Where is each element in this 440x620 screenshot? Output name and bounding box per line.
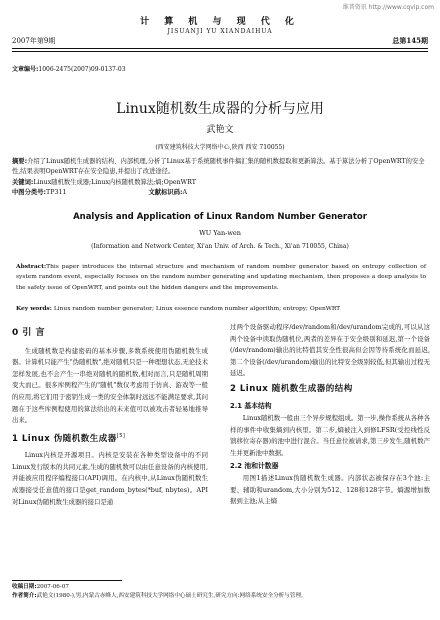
- journal-name-pinyin: JISUANJI YU XIANDAIHUA: [167, 28, 273, 35]
- section-2-2-paragraph: 用图1描述Linux伪随机数生成器。内部状态被保存在3个池:主要、辅助和urandom,大小分别为512、128和128字节。熵源增加数据到主池;从主熵: [230, 474, 430, 506]
- subsection-heading-2-1: 2.1 基本结构: [230, 401, 272, 410]
- section-2-1-paragraph: Linux随机数一般由三个异步规程组成。第一步,操作系统从各种各样的事件中收集熵到内核里。第二步,熵被注入到修LFSR(受控线性反馈移位寄存器)的池中进行混合。当任意位被请求,第三步发生,随机数产生并更新池中数据。: [230, 414, 430, 457]
- bio-label: 作者简介:: [12, 593, 37, 599]
- site-watermark-note: 维普资讯 http://www.cqvip.com: [342, 4, 434, 11]
- issue-number: 2007年第9期: [12, 37, 56, 45]
- doc-code-value: A: [182, 189, 188, 196]
- journal-name: [12, 14, 428, 35]
- abstract-en-text: This paper introduces the internal structure and mechanism of random number generator based on entropy collection of system random event, especially focuses on the random number generating and updating mechanism, then proposes a deep analysis to the safety issue of OpenWRT, and points out the hidden dangers and the improvements.: [16, 264, 426, 291]
- keywords-en: [16, 304, 426, 314]
- section-heading-intro: 0 引 言: [12, 328, 46, 338]
- section-heading-1: [12, 431, 208, 445]
- paper-title-en: Analysis and Application of Linux Random Number Generator: [73, 212, 367, 222]
- article-number-label: 文章编号:: [12, 66, 39, 73]
- classification-line: [12, 188, 428, 198]
- journal-name-cn: 计 算 机 与 现 代 化: [140, 17, 300, 27]
- abstract-cn-text: 介绍了Linux随机生成器的结构、内部机理,分析了Linux基于系统随机事件搞汇集的随机数提取和更新算法。基于算法分析了OpenWRT的安全性,结果表明OpenWRT存在安全隐患,并提出了改进途径。: [12, 158, 425, 175]
- keywords-cn: [12, 178, 428, 188]
- keywords-en-text: Linux random number generator; Linux essence random number algorithm; entropy; OpenWRT: [53, 306, 341, 312]
- header-rule: [12, 48, 428, 49]
- abstract-cn: [12, 157, 428, 177]
- article-number: [12, 64, 126, 73]
- received-label: 收稿日期:: [12, 584, 37, 590]
- author-cn: 武艳文: [206, 125, 234, 135]
- header-rule-thin: [12, 51, 428, 52]
- paper-title-cn: Linux随机数生成器的分析与应用: [116, 101, 324, 117]
- doc-code-label: 文献标识码:: [148, 189, 183, 196]
- keywords-cn-text: Linux随机数生成器;Linux内核随机数算法;熵;OpenWRT: [33, 179, 196, 186]
- footnote-rule: [12, 580, 122, 581]
- bio-text: 武艳文(1980-),男,内蒙古赤峰人,西安建筑科技大学网络中心硕士研究生,研究方向:网络系统安全分析与管理。: [36, 593, 307, 599]
- clc-value: TP311: [46, 189, 67, 196]
- section-1-paragraph: Linux内核是开源项目。内核是安装在各种类型设备中的不同Linux发行版本的共同元素,生成的随机数可以由任意设备的内核使用,并能被应用程序编程接口(API)调用。在内核中,从Linux伪随机数生成器接受任意值的接口是get_random_bytes(*buf, nbytes)。API对Linux伪随机数生成器的接口是通: [12, 451, 208, 506]
- affiliation-en: (Information and Network Center, Xi'an Univ. of Arch. & Tech., Xi'an 710055, China): [91, 243, 349, 250]
- received-value: 2007-06-07: [36, 584, 69, 590]
- keywords-en-label: Key words:: [16, 305, 52, 312]
- article-number-value: 1006-2475(2007)09-0137-03: [38, 66, 126, 73]
- journal-header: [12, 14, 428, 54]
- received-date: [12, 583, 428, 592]
- intro-paragraph: 生成随机数是构建密码的基本步骤,多数系统使用伪随机数生成器。计算机只能产生"伪随机数",绝对随机只是一种理想状态,无论技术怎样发展,也不会产生一串绝对随机的随机数,相对而言,只是随机周期变大而已。很多库例程产生的"随机"数仅考虑用于仿真、游戏等一般的应用,将它们用于密钥生成一类的安全体制时远远不能满足要求,其问题在于这些库例程使用的算法给出的未来值可以被攻击者轻易地推导出来。: [12, 346, 208, 425]
- section-heading-1-text: 1 Linux 伪随机数生成器: [12, 433, 117, 444]
- author-en: WU Yan-wen: [199, 229, 241, 237]
- clc-label: 中图分类号:: [12, 189, 47, 196]
- subsection-heading-2-2: 2.2 池和计数器: [230, 461, 279, 470]
- affiliation-cn: (西安建筑科技大学网络中心,陕西 西安 710055): [155, 144, 285, 151]
- keywords-cn-label: 关键词:: [12, 179, 34, 186]
- section-heading-2: 2 Linux 随机数生成器的结构: [230, 383, 353, 394]
- total-issue: 总第145期: [392, 36, 428, 45]
- footnote: [12, 580, 428, 601]
- abstract-en: [16, 262, 426, 293]
- reference-mark: [5]: [116, 432, 126, 439]
- left-column: [12, 322, 208, 508]
- abstract-en-label: Abstract:: [16, 263, 47, 270]
- right-column: [230, 322, 430, 508]
- continued-paragraph: 过两个设备驱动程序/dev/random和/dev/urandom完成的,可以从这两个设备中读取伪随机位,两者的差异在于安全级别和延迟,第一个设备(/dev/random)输出的比特值其安全性很高但会因等待系统化而延迟,第二个设备(/dev/urandom)输出的比特安全级别较低,但其输出过程无延迟。: [230, 323, 430, 378]
- abstract-cn-label: 摘要:: [12, 158, 28, 165]
- author-bio: [12, 592, 428, 601]
